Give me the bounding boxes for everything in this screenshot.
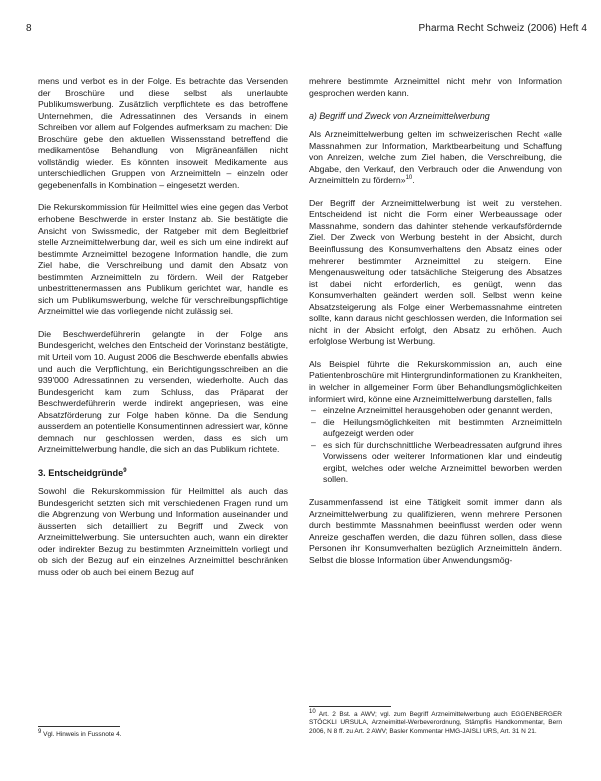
paragraph-end: . — [412, 175, 415, 186]
paragraph: mens und verbot es in der Folge. Es betrachte das Versenden der Broschüre und diese selbst als unerlaubte Publikumswerbung. Zusätzlich verpflichtete es das betroffene Unternehmen, die Adressatinnen des Versands in einem Schreiben vor allem auf Folgendes aufmerksam zu machen: Die Broschüre gebe den aktuellen Wissensstand betreffend die medikamentöse Behandlung von Migräneanfällen nicht vollständig wieder. Es könnten insoweit Medikamente aus unterschiedlichen Gruppen von Arzneimitteln – einzeln oder gegebenenfalls in Kombination – eingesetzt werden. — [38, 76, 288, 190]
footnote — [38, 728, 288, 739]
footnote-divider — [38, 726, 120, 727]
paragraph — [309, 129, 562, 187]
left-column — [38, 76, 288, 578]
paragraph: Die Beschwerdeführerin gelangte in der Folge ans Bundesgericht, welches den Entscheid der Vorinstanz bestätigte, mit Urteil vom 10. August 2006 die Beschwerde ebenfalls abwies und auch die Verpflichtung, ein Berichtigungsschreiben an die 939'000 Adressatinnen zu versenden, wiederholte. Auch das Bundesgericht kam zum Schluss, das Präparat der Beschwerdeführerin werde indirekt angepriesen, was eine Absatzförderung zur Folge haben könne. Da die Sendung ausserdem an potentielle Konsumentinnen adressiert war, könne demnach nur geschlossen werden, dass es sich um Arzneimittelwerbung handle, die sich an das Publikum richtete. — [38, 328, 288, 455]
list-item — [309, 405, 562, 417]
dash-marker: – — [311, 405, 316, 416]
paragraph: Die Rekurskommission für Heilmittel wies eine gegen das Verbot erhobene Beschwerde in erster Instanz ab. Sie bestätigte die Ansicht von Swissmedic, der Ratgeber mit dem Begleitbrief stelle Arzneimittelwerbung dar, weil es sich um eine indirekt auf bestimmte Arzneimittel bezogene Information handle, die zum Ziel habe, die Verschreibung und damit den Absatz von bestimmten Arzneimitteln zu fördern. Weil der Ratgeber unbestrittenermassen ans Publikum gerichtet war, handle es sich um Publikumswerbung, welche für verschreibungspflichtige Arzneimittel wie das vorliegende nicht zulässig sei. — [38, 202, 288, 317]
dash-marker: – — [311, 439, 316, 450]
footnote-ref: 9 — [123, 467, 127, 474]
list-item — [309, 440, 562, 486]
page-number: 8 — [26, 23, 32, 34]
paragraph: Zusammenfassend ist eine Tätigkeit somit immer dann als Arzneimittelwerbung zu qualifizieren, wenn mehrere Personen durch bestimmte Massnahmen beeinflusst werden oder wenn Anreize geschaffen werden, die dazu führen sollen, dass diese Personen ihr Konsumverhalten bezüglich Arzneimitteln ändern. Selbst die blosse Information über Anwendungsmög- — [309, 496, 562, 565]
paragraph: Sowohl die Rekurskommission für Heilmittel als auch das Bundesgericht setzten sich mit verschiedenen Fragen rund um die Abgrenzung von Werbung und Information auseinander und äusserten sich detailliert zu Begriff und Zweck von Arzneimittelwerbung. Sie untersuchten auch, wann ein direkter oder indirekter Bezug zu bestimmten Arzneimitteln vorliegt und ob sich der Bezug auf ein einzelnes Arzneimittel beschränken muss oder ob auch bei einem Bezug auf — [38, 485, 288, 577]
page-header — [0, 0, 601, 40]
journal-title: Pharma Recht Schweiz (2006) Heft 4 — [418, 23, 587, 34]
footnote-text: Art. 2 Bst. a AWV; vgl. zum Begriff Arzneimittelwerbung auch EGGENBERGER STÖCKLI URSULA, Arzneimittel-Werbeverordnung, Stämpflis Handkommentar, Bern 2006, N 8 ff. zu Art. 2 AWV; Basler Kommentar HMG-JAISLI URS, Art. 31 N 21. — [309, 711, 562, 735]
paragraph: Als Beispiel führte die Rekurskommission an, auch eine Patientenbroschüre mit Hintergrundinformationen zu Krankheiten, in welcher in allgemeiner Form über Behandlungsmöglichkeiten informiert wird, könne eine Arzneimittelwerbung darstellen, falls — [309, 358, 562, 404]
footnote-ref: 10 — [405, 175, 413, 182]
paragraph-text: Als Arzneimittelwerbung gelten im schweizerischen Recht «alle Massnahmen zur Information, Marktbearbeitung und Schaffung von Anreizen, welche zum Ziel haben, die Verschreibung, die Abgabe, den Verkauf, den Verbrauch oder die Anwendung von Arzneimitteln zu fördern» — [309, 129, 562, 186]
paragraph: mehrere bestimmte Arzneimittel nicht mehr von Information gesprochen werden kann. — [309, 76, 562, 98]
list-item-text: die Heilungsmöglichkeiten mit bestimmten Arzneimitteln aufgezeigt werden oder — [323, 416, 562, 439]
left-footnotes — [38, 726, 288, 739]
section-heading-text: 3. Entscheidgründe — [38, 467, 124, 478]
right-column — [309, 76, 562, 566]
criteria-list — [309, 405, 562, 486]
list-item-text: es sich für durchschnittliche Werbeadressaten aufgrund ihres Vorwissens oder weiterer Informationen klar und eindeutig ergibt, welches oder welche Arzneimittel beworben werden sollen. — [323, 439, 562, 485]
paragraph: Der Begriff der Arzneimittelwerbung ist weit zu verstehen. Entscheidend ist nicht die Form einer Werbeaussage oder Massnahme, sondern das dahinter stehende verkaufsfördernde Ziel. Der Zweck von Werbung besteht in der Absicht, durch Beeinflussung des Konsumverhaltens den Absatz eines oder mehrerer bestimmter Arzneimittel zu steigern. Eine Mengenausweitung oder tatsächliche Steigerung des Absatzes ist dabei nicht erforderlich, es genügt, wenn das Konsumverhalten geändert werden soll. Selbst wenn keine Absatzsteigerung als Folge einer Werbemassnahme eintreten sollte, kann daraus nicht geschlossen werden, die Information sei nicht in der Absicht erfolgt, den Absatz zu erhöhen. Auch erfolglose Werbung ist Werbung. — [309, 197, 562, 347]
footnote-text: Vgl. Hinweis in Fussnote 4. — [43, 731, 122, 738]
dash-marker: – — [311, 416, 316, 427]
subsection-heading: a) Begriff und Zweck von Arzneimittelwerbung — [309, 111, 490, 122]
list-item-text: einzelne Arzneimittel herausgehoben oder genannt werden, — [323, 405, 553, 416]
footnote-divider — [309, 706, 391, 707]
footnote-number: 9 — [38, 728, 42, 735]
list-item — [309, 417, 562, 440]
section-heading — [38, 467, 288, 479]
footnote-number: 10 — [309, 708, 316, 715]
right-footnotes — [309, 706, 562, 736]
footnote — [309, 708, 562, 736]
